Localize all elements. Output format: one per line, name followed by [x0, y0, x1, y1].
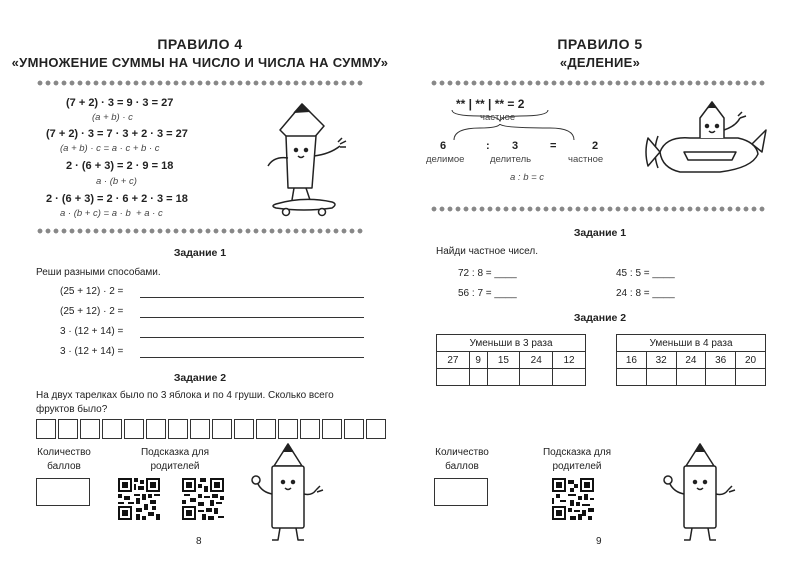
table-header: Уменьши в 4 раза [617, 335, 766, 352]
rule-4-subtitle: «УМНОЖЕНИЕ СУММЫ НА ЧИСЛО И ЧИСЛА НА СУММУ» [11, 55, 389, 70]
formula-2-general: (a + b) · c = a · c + b · c [60, 143, 160, 154]
table-cell: 27 [437, 352, 470, 369]
divider-dots [36, 80, 364, 86]
task-1-text: Реши разными способами. [36, 267, 161, 278]
table-cell: 24 [676, 352, 706, 369]
stars-formula: ** | ** | ** = 2 [456, 97, 525, 111]
colon: : [486, 140, 490, 152]
task-1-title: Задание 1 [573, 227, 627, 239]
answer-cell[interactable] [278, 419, 298, 439]
hint-label: Подсказка для родителей [140, 447, 209, 472]
right-page [400, 0, 800, 564]
answer-cell[interactable] [437, 369, 470, 386]
table-cell: 16 [617, 352, 647, 369]
hint-label: Подсказка для родителей [542, 447, 611, 472]
answer-cell[interactable] [212, 419, 232, 439]
answer-cell[interactable] [706, 369, 736, 386]
table-cell: 32 [646, 352, 676, 369]
task-1-item: 45 : 5 = ____ [616, 268, 675, 279]
answer-cell[interactable] [300, 419, 320, 439]
answer-cell[interactable] [736, 369, 766, 386]
quotient-label-top: частное [480, 112, 516, 123]
score-box[interactable] [434, 478, 488, 506]
table-cell: 20 [736, 352, 766, 369]
task-2-title: Задание 2 [173, 372, 227, 384]
task-1-item: (25 + 12) · 2 = [60, 306, 124, 317]
divisor: 3 [512, 140, 519, 152]
score-label: Количество баллов [37, 447, 91, 472]
divider-dots [430, 80, 766, 86]
formula-1-general: (a + b) · c [92, 112, 133, 123]
answer-cell[interactable] [646, 369, 676, 386]
formula-4-general: a · (b + c) = a · b + a · c [60, 208, 163, 219]
table-cell: 9 [469, 352, 487, 369]
answer-line[interactable] [140, 317, 364, 318]
table-cell: 24 [520, 352, 553, 369]
answer-line[interactable] [140, 357, 364, 358]
answer-cell[interactable] [102, 419, 122, 439]
task-1-item: 3 · (12 + 14) = [60, 346, 124, 357]
answer-cell[interactable] [322, 419, 342, 439]
page-number: 8 [196, 536, 202, 547]
answer-cell[interactable] [190, 419, 210, 439]
answer-line[interactable] [140, 337, 364, 338]
answer-cell[interactable] [256, 419, 276, 439]
pencil-skateboard-illustration [258, 96, 354, 220]
score-box[interactable] [36, 478, 90, 506]
task-1-item: 24 : 8 = ____ [616, 288, 675, 299]
task-2-title: Задание 2 [573, 312, 627, 324]
qr-code[interactable] [118, 478, 160, 520]
task-1-item: 3 · (12 + 14) = [60, 326, 124, 337]
answer-cell[interactable] [366, 419, 386, 439]
dividend-label: делимое [426, 154, 465, 165]
divider-dots [430, 206, 766, 212]
reduce-table-4 [616, 334, 766, 386]
division-general: a : b = c [510, 172, 545, 183]
answer-cell[interactable] [168, 419, 188, 439]
table-header: Уменьши в 3 раза [437, 335, 586, 352]
answer-line[interactable] [140, 297, 364, 298]
reduce-table-3 [436, 334, 586, 386]
rule-5-title: ПРАВИЛО 5 [557, 36, 643, 52]
qr-code[interactable] [182, 478, 224, 520]
formula-3-general: a · (b + c) [96, 176, 137, 187]
equals: = [550, 140, 557, 152]
pencil-airplane-illustration [640, 96, 770, 188]
formula-2: (7 + 2) · 3 = 7 · 3 + 2 · 3 = 27 [46, 128, 188, 140]
task-1-item: 56 : 7 = ____ [458, 288, 517, 299]
answer-cell[interactable] [124, 419, 144, 439]
divider-dots [36, 228, 364, 234]
answer-cell[interactable] [344, 419, 364, 439]
rule-4-title: ПРАВИЛО 4 [157, 36, 243, 52]
quotient-label: частное [568, 154, 604, 165]
answer-cell[interactable] [487, 369, 520, 386]
answer-cell[interactable] [146, 419, 166, 439]
task-1-text: Найди частное чисел. [436, 246, 538, 257]
task-1-title: Задание 1 [173, 247, 227, 259]
answer-cell[interactable] [36, 419, 56, 439]
formula-4: 2 · (6 + 3) = 2 · 6 + 2 · 3 = 18 [46, 193, 188, 205]
dividend: 6 [440, 140, 447, 152]
page-number: 9 [596, 536, 602, 547]
table-cell: 12 [553, 352, 586, 369]
score-label: Количество баллов [435, 447, 489, 472]
answer-cell[interactable] [617, 369, 647, 386]
answer-cell[interactable] [520, 369, 553, 386]
divisor-label: делитель [490, 154, 532, 165]
quotient: 2 [592, 140, 599, 152]
formula-1: (7 + 2) · 3 = 9 · 3 = 27 [66, 97, 174, 109]
answer-cell[interactable] [676, 369, 706, 386]
task-1-item: (25 + 12) · 2 = [60, 286, 124, 297]
pencil-character-illustration [248, 440, 330, 544]
task-2-text: На двух тарелках было по 3 яблока и по 4 груши. Сколько всего фруктов было? [36, 390, 334, 415]
answer-cell[interactable] [469, 369, 487, 386]
pencil-character-illustration [660, 440, 742, 544]
answer-cell[interactable] [234, 419, 254, 439]
table-cell: 15 [487, 352, 520, 369]
answer-cell[interactable] [80, 419, 100, 439]
answer-cell[interactable] [553, 369, 586, 386]
table-cell: 36 [706, 352, 736, 369]
task-1-item: 72 : 8 = ____ [458, 268, 517, 279]
answer-cell[interactable] [58, 419, 78, 439]
formula-3: 2 · (6 + 3) = 2 · 9 = 18 [66, 160, 174, 172]
qr-code[interactable] [552, 478, 594, 520]
answer-cells-row[interactable] [36, 419, 386, 439]
rule-5-subtitle: «ДЕЛЕНИЕ» [559, 55, 641, 70]
